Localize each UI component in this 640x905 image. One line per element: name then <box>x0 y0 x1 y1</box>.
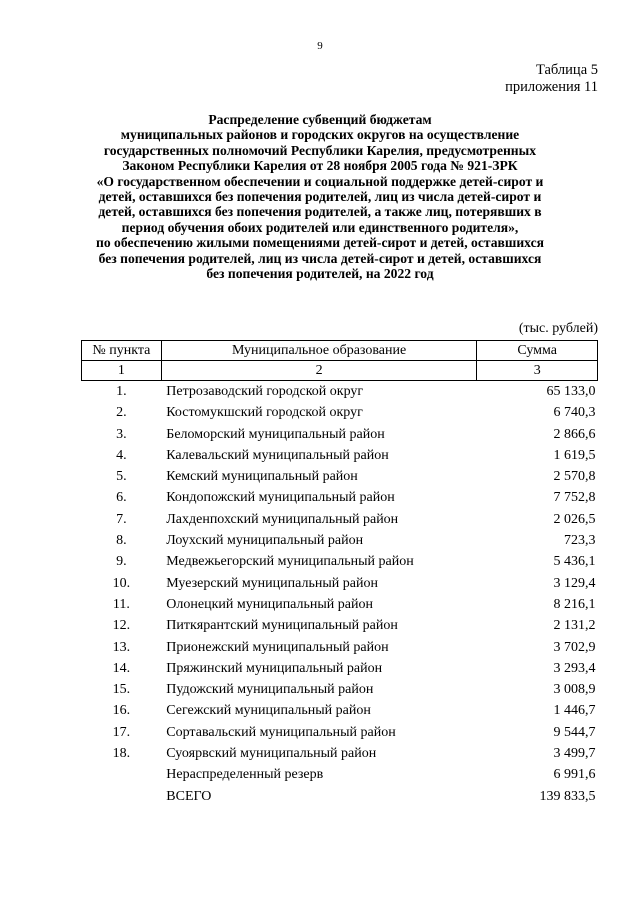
row-number: 15. <box>112 682 131 698</box>
table-reference-line1: Таблица 5 <box>535 62 598 78</box>
row-number: 16. <box>112 703 131 719</box>
row-number <box>82 764 162 785</box>
row-municipality: Костомукшский городской округ <box>166 405 363 421</box>
table-row <box>82 743 598 764</box>
table-reference-line2: приложения 11 <box>505 79 598 95</box>
row-sum: 6 740,3 <box>553 405 596 421</box>
row-municipality: Лахденпохский муниципальный район <box>166 511 399 527</box>
row-number: 18. <box>112 746 131 762</box>
row-number: 1. <box>116 384 127 399</box>
column-number: 1 <box>82 361 162 381</box>
row-sum: 2 131,2 <box>553 618 596 634</box>
row-number: 4. <box>116 447 127 463</box>
row-number: 12. <box>112 618 131 634</box>
row-number: 10. <box>112 575 131 591</box>
table-row <box>82 466 598 487</box>
row-number: 14. <box>112 660 131 676</box>
title-line: период обучения обоих родителей или единственного родителя», <box>121 219 519 235</box>
page-number: 9 <box>317 40 323 52</box>
table-row <box>82 530 598 551</box>
row-sum: 1 619,5 <box>553 447 596 463</box>
title-line: Законом Республики Карелия от 28 ноября 2005 года № 921-ЗРК <box>122 158 518 174</box>
table-row <box>82 487 598 508</box>
row-municipality: Кемский муниципальный район <box>166 469 358 485</box>
row-municipality: Калевальский муниципальный район <box>166 447 389 463</box>
row-sum: 3 129,4 <box>553 575 596 591</box>
table-row <box>82 615 598 636</box>
row-number: 13. <box>112 639 131 655</box>
row-sum: 3 499,7 <box>553 746 596 762</box>
title-line: по обеспечению жилыми помещениями детей-сирот и детей, оставшихся <box>96 235 544 251</box>
title-line: детей, оставшихся без попечения родителей, лиц из числа детей-сирот и <box>98 189 542 205</box>
document-title <box>60 112 580 281</box>
table-row <box>82 658 598 679</box>
row-number: 6. <box>116 490 127 506</box>
row-sum: 139 833,5 <box>539 788 596 804</box>
row-municipality: Сортавальский муниципальный район <box>166 724 396 740</box>
row-municipality: Беломорский муниципальный район <box>166 426 385 442</box>
row-municipality: Олонецкий муниципальный район <box>166 596 373 612</box>
row-number: 7. <box>116 511 127 527</box>
row-sum: 1 446,7 <box>553 703 596 719</box>
table-row <box>82 700 598 721</box>
row-municipality: ВСЕГО <box>166 788 212 804</box>
table-row <box>82 594 598 615</box>
row-sum: 65 133,0 <box>546 384 596 399</box>
title-line: Распределение субвенций бюджетам <box>208 112 432 127</box>
row-municipality: Нераспределенный резерв <box>166 767 324 783</box>
row-sum: 7 752,8 <box>553 490 596 506</box>
title-line: муниципальных районов и городских округов на осуществление <box>120 127 520 143</box>
table-row <box>82 509 598 530</box>
column-number-row <box>82 361 598 381</box>
row-municipality: Суоярвский муниципальный район <box>166 746 377 762</box>
table-row <box>82 424 598 445</box>
row-sum: 6 991,6 <box>553 767 596 783</box>
row-number: 17. <box>112 724 131 740</box>
table-row <box>82 764 598 785</box>
title-line: «О государственном обеспечении и социальной поддержке детей-сирот и <box>96 173 544 189</box>
table-row <box>82 679 598 700</box>
title-line: без попечения родителей, лиц из числа детей-сирот и детей, оставшихся <box>98 250 542 266</box>
row-number: 9. <box>116 554 127 570</box>
row-municipality: Медвежьегорский муниципальный район <box>166 554 414 570</box>
row-sum: 723,3 <box>564 533 596 549</box>
title-line: без попечения родителей, на 2022 год <box>206 266 434 282</box>
column-number: 3 <box>477 361 598 381</box>
header-municipality: Муниципальное образование <box>161 341 477 361</box>
row-municipality: Муезерский муниципальный район <box>166 575 378 591</box>
row-municipality: Пудожский муниципальный район <box>166 682 374 698</box>
distribution-table <box>81 340 598 807</box>
row-sum: 2 570,8 <box>553 469 596 485</box>
row-sum: 5 436,1 <box>553 554 596 570</box>
row-municipality: Кондопожский муниципальный район <box>166 490 395 506</box>
table-row <box>82 381 598 403</box>
row-sum: 3 008,9 <box>553 682 596 698</box>
row-municipality: Питкярантский муниципальный район <box>166 618 398 634</box>
table-row <box>82 722 598 743</box>
row-municipality: Лоухский муниципальный район <box>166 533 364 549</box>
row-sum: 2 866,6 <box>553 426 596 442</box>
column-number: 2 <box>161 361 477 381</box>
table-row <box>82 786 598 807</box>
row-number: 2. <box>116 405 127 421</box>
row-number: 11. <box>112 596 130 612</box>
table-row <box>82 402 598 423</box>
table-row <box>82 637 598 658</box>
row-sum: 3 293,4 <box>553 660 596 676</box>
row-sum: 3 702,9 <box>553 639 596 655</box>
row-municipality: Прионежский муниципальный район <box>166 639 389 655</box>
row-municipality: Пряжинский муниципальный район <box>166 660 383 676</box>
table-row <box>82 445 598 466</box>
title-line: государственных полномочий Республики Карелия, предусмотренных <box>103 142 537 158</box>
row-number <box>82 786 162 807</box>
header-sum: Сумма <box>477 341 598 361</box>
title-line: детей, оставшихся без попечения родителей, а также лиц, потерявших в <box>98 204 542 220</box>
row-municipality: Петрозаводский городской округ <box>166 384 364 399</box>
row-number: 5. <box>116 469 127 485</box>
row-sum: 2 026,5 <box>553 511 596 527</box>
table-row <box>82 573 598 594</box>
row-number: 3. <box>116 426 127 442</box>
row-municipality: Сегежский муниципальный район <box>166 703 371 719</box>
table-row <box>82 551 598 572</box>
table-header-row <box>82 341 598 361</box>
unit-note: (тыс. рублей) <box>518 321 598 336</box>
row-sum: 9 544,7 <box>553 724 596 740</box>
row-number: 8. <box>116 533 127 549</box>
table-reference <box>505 62 598 96</box>
row-sum: 8 216,1 <box>553 596 596 612</box>
header-item-number: № пункта <box>82 341 162 361</box>
